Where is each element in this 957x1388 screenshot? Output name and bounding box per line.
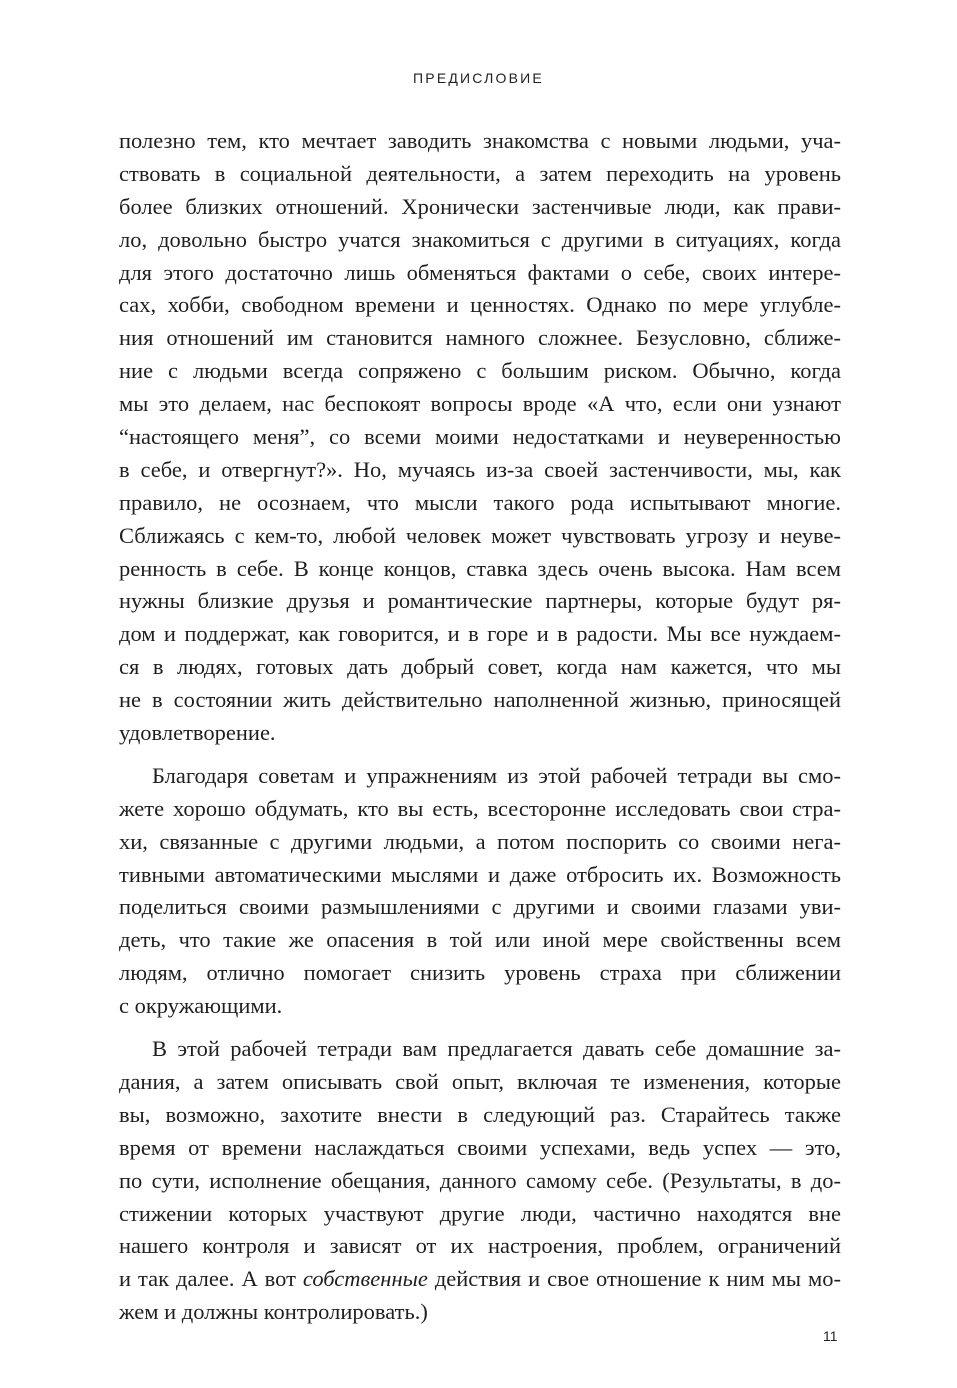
text-line: ренность в себе. В конце концов, ставка здесь очень высока. Нам всем — [119, 555, 841, 581]
text-line: В этой рабочей тетради вам предлагается давать себе домашние за- — [152, 1036, 841, 1062]
text-line: тивными автоматическими мыслями и даже отбросить их. Возможность — [119, 861, 841, 887]
text-line: поделиться своими размышлениями с другими и своими глазами уви- — [119, 894, 841, 920]
paragraph-gap — [119, 1023, 841, 1033]
text-line: мы это делаем, нас беспокоят вопросы вроде «А что, если они узнают — [119, 391, 841, 417]
body-text — [119, 125, 841, 1329]
text-line: людям, отлично помогает снизить уровень страха при сближении — [119, 960, 841, 986]
text-line: деть, что такие же опасения в той или иной мере свойственны всем — [119, 927, 841, 953]
text-line: удовлетворение. — [119, 720, 276, 746]
text-line: ло, довольно быстро учатся знакомиться с другими в ситуациях, когда — [119, 226, 841, 252]
page-number: 11 — [823, 1328, 838, 1344]
text-segment: действия и свое отношение к ним мы мо- — [427, 1266, 841, 1292]
text-line: более близких отношений. Хронически застенчивые люди, как прави- — [119, 193, 841, 219]
paragraph-gap — [119, 750, 841, 760]
running-head-title: ПРЕДИСЛОВИЕ — [413, 70, 544, 86]
text-line: вы, возможно, захотите внести в следующий раз. Старайтесь также — [119, 1101, 841, 1127]
text-line: Благодаря советам и упражнениям из этой рабочей тетради вы смо- — [152, 762, 841, 788]
text-line: нужны близкие друзья и романтические партнеры, которые будут ря- — [119, 588, 841, 614]
text-line: ствовать в социальной деятельности, а затем переходить на уровень — [119, 160, 841, 186]
paragraph — [119, 760, 841, 1023]
text-line: ния отношений им становится намного сложнее. Безусловно, сближе- — [119, 325, 841, 351]
text-line: Сближаясь с кем-то, любой человек может чувствовать угрозу и неуве- — [119, 522, 841, 548]
text-segment: и так далее. А вот — [119, 1266, 303, 1292]
text-line: с окружающими. — [119, 993, 283, 1019]
text-line: не в состоянии жить действительно наполненной жизнью, приносящей — [119, 687, 841, 713]
text-line: ся в людях, готовых дать добрый совет, когда нам кажется, что мы — [119, 654, 841, 680]
text-line — [119, 1263, 841, 1296]
text-line: жем и должны контролировать.) — [119, 1299, 428, 1325]
text-line: время от времени наслаждаться своими успехами, ведь успех — это, — [119, 1134, 841, 1160]
paragraph — [119, 1033, 841, 1329]
text-line: в себе, и отвергнут?». Но, мучаясь из-за своей застенчивости, мы, как — [119, 456, 841, 482]
paragraph — [119, 125, 841, 750]
text-line: “настоящего меня”, со всеми моими недостатками и неуверенностью — [119, 424, 841, 450]
text-line: по сути, исполнение обещания, данного самому себе. (Результаты, в до- — [119, 1167, 841, 1193]
text-line: для этого достаточно лишь обменяться фактами о себе, своих интере- — [119, 259, 841, 285]
text-line: сах, хобби, свободном времени и ценностях. Однако по мере углубле- — [119, 292, 841, 318]
text-line: правило, не осознаем, что мысли такого рода испытывают многие. — [119, 489, 841, 515]
text-line: ние с людьми всегда сопряжено с большим риском. Обычно, когда — [119, 358, 841, 384]
text-line: дания, а затем описывать свой опыт, включая те изменения, которые — [119, 1068, 841, 1094]
italic-emphasis: собственные — [302, 1266, 428, 1292]
text-line: дом и поддержат, как говорится, и в горе и в радости. Мы все нуждаем- — [119, 621, 841, 647]
text-line: стижении которых участвуют другие люди, частично находятся вне — [119, 1200, 841, 1226]
text-line: хи, связанные с другими людьми, а потом поспорить со своими нега- — [119, 828, 841, 854]
text-line: полезно тем, кто мечтает заводить знакомства с новыми людьми, уча- — [119, 128, 841, 153]
text-line: нашего контроля и зависят от их настроения, проблем, ограничений — [119, 1233, 841, 1259]
text-line: жете хорошо обдумать, кто вы есть, всесторонне исследовать свои стра- — [119, 795, 841, 821]
